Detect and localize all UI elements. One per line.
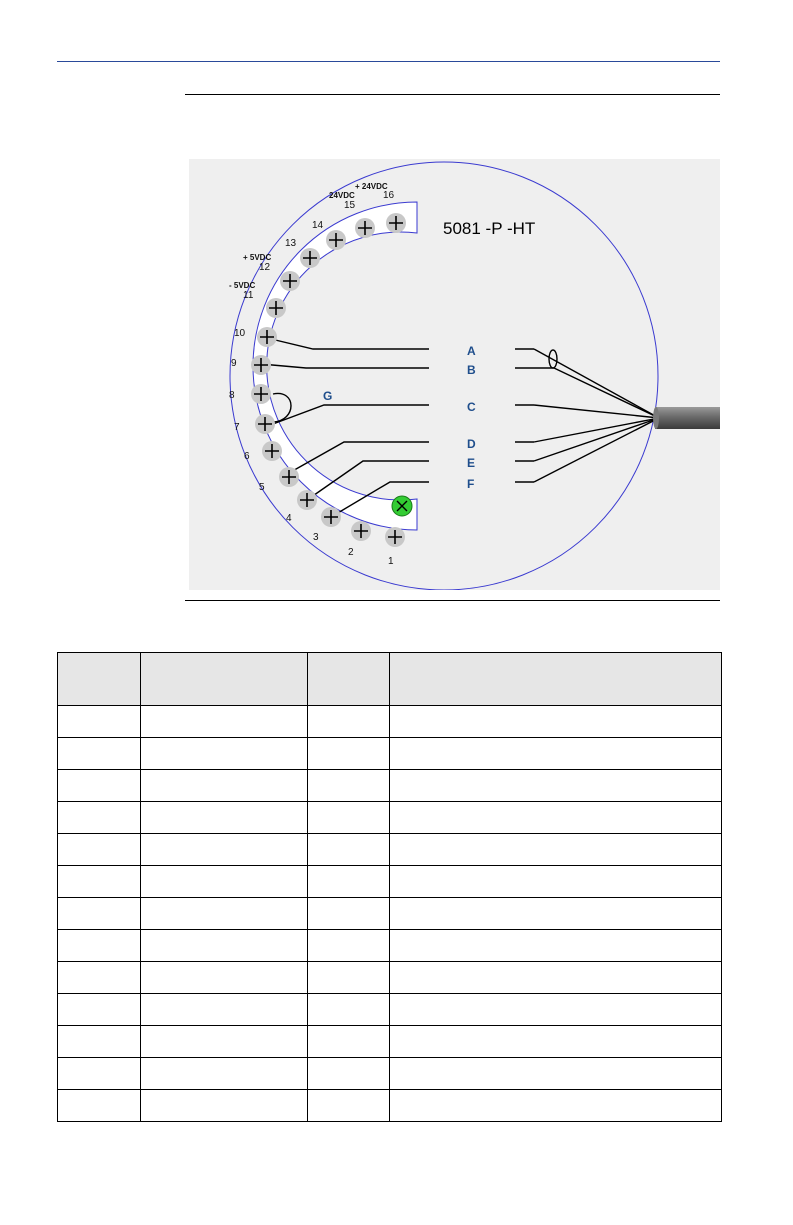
table-header-row — [58, 653, 722, 706]
table-cell — [390, 738, 722, 770]
cable-icon — [655, 407, 720, 429]
table-cell — [141, 930, 308, 962]
table-row — [58, 706, 722, 738]
terminal-number: 6 — [244, 451, 250, 462]
table-cell — [58, 866, 141, 898]
screw-terminal-icon — [355, 218, 375, 238]
table-cell — [58, 706, 141, 738]
table-cell — [58, 962, 141, 994]
table-cell — [141, 1058, 308, 1090]
terminal-number: 14 — [312, 220, 324, 231]
wiring-diagram — [189, 159, 720, 590]
table-cell — [141, 994, 308, 1026]
table-cell — [141, 802, 308, 834]
table-cell — [308, 962, 390, 994]
table-row — [58, 930, 722, 962]
cable-end — [653, 407, 659, 429]
table-row — [58, 1058, 722, 1090]
table-row — [58, 866, 722, 898]
screw-terminal-icon — [351, 521, 371, 541]
power-label-24vdc-positive: + 24VDC — [355, 182, 388, 191]
table-cell — [308, 930, 390, 962]
table-cell — [308, 738, 390, 770]
table-row — [58, 898, 722, 930]
ground-terminal-icon — [392, 496, 412, 516]
terminal-number: 4 — [286, 513, 292, 524]
terminal-number: 11 — [243, 290, 254, 301]
terminal-number: 16 — [383, 190, 395, 201]
wire-label-b: B — [467, 363, 476, 377]
terminal-number: 15 — [344, 200, 356, 211]
table-cell — [58, 1090, 141, 1122]
wire-label-a: A — [467, 344, 476, 358]
table-cell — [141, 738, 308, 770]
table-header-cell — [58, 653, 141, 706]
table-cell — [308, 1026, 390, 1058]
table-cell — [390, 962, 722, 994]
table-cell — [58, 770, 141, 802]
power-label-5vdc-negative: - 5VDC — [229, 281, 256, 290]
table-cell — [308, 706, 390, 738]
table-cell — [58, 994, 141, 1026]
table-cell — [58, 738, 141, 770]
screw-terminal-icon — [297, 490, 317, 510]
table-cell — [308, 770, 390, 802]
table-cell — [390, 1026, 722, 1058]
screw-terminal-icon — [251, 384, 271, 404]
wire-label-d: D — [467, 437, 476, 451]
screw-terminal-icon — [321, 507, 341, 527]
table-cell — [58, 1058, 141, 1090]
table-cell — [390, 802, 722, 834]
wiring-table — [57, 652, 722, 1122]
table-cell — [141, 834, 308, 866]
table-cell — [308, 1090, 390, 1122]
table-row — [58, 962, 722, 994]
screw-terminal-icon — [257, 327, 277, 347]
table-row — [58, 802, 722, 834]
terminal-number: 1 — [388, 556, 394, 567]
wire-label-c: C — [467, 400, 476, 414]
screw-terminal-icon — [262, 441, 282, 461]
screw-terminal-icon — [326, 230, 346, 250]
screw-terminal-icon — [255, 414, 275, 434]
table-cell — [58, 802, 141, 834]
table-cell — [390, 706, 722, 738]
table-row — [58, 1026, 722, 1058]
table-cell — [308, 866, 390, 898]
terminal-number: 3 — [313, 532, 319, 543]
table-cell — [141, 706, 308, 738]
table-cell — [141, 1090, 308, 1122]
table-cell — [141, 866, 308, 898]
table-cell — [390, 898, 722, 930]
table-cell — [308, 802, 390, 834]
terminal-number: 12 — [259, 262, 271, 273]
screw-terminal-icon — [386, 213, 406, 233]
figure-bottom-rule — [185, 600, 720, 601]
terminal-number: 5 — [259, 482, 265, 493]
terminal-number: 7 — [234, 422, 240, 433]
table-cell — [308, 994, 390, 1026]
terminal-number: 8 — [229, 390, 235, 401]
figure-top-rule — [185, 94, 720, 95]
table-header-cell — [390, 653, 722, 706]
wire-label-e: E — [467, 456, 476, 470]
table-cell — [141, 898, 308, 930]
table-cell — [308, 898, 390, 930]
table-cell — [308, 1058, 390, 1090]
table-cell — [141, 962, 308, 994]
table-row — [58, 994, 722, 1026]
table-cell — [141, 1026, 308, 1058]
screw-terminal-icon — [300, 248, 320, 268]
table-row — [58, 834, 722, 866]
table-cell — [58, 1026, 141, 1058]
model-label: 5081 -P -HT — [443, 219, 536, 238]
table-cell — [58, 930, 141, 962]
table-cell — [390, 834, 722, 866]
terminal-number: 2 — [348, 547, 354, 558]
terminal-number: 9 — [231, 358, 237, 369]
power-label-24vdc-negative: 24VDC — [329, 191, 355, 200]
table-row — [58, 1090, 722, 1122]
table-row — [58, 738, 722, 770]
table-cell — [390, 866, 722, 898]
screw-terminal-icon — [385, 527, 405, 547]
table-body — [58, 706, 722, 1122]
screw-terminal-icon — [280, 271, 300, 291]
table-row — [58, 770, 722, 802]
table-header-cell — [141, 653, 308, 706]
power-label-5vdc-positive: + 5VDC — [243, 253, 272, 262]
wire-label-g: G — [323, 389, 333, 403]
header-rule — [57, 61, 720, 62]
table-cell — [58, 898, 141, 930]
screw-terminal-icon — [279, 467, 299, 487]
terminal-number: 13 — [285, 238, 297, 249]
table-cell — [58, 834, 141, 866]
table-cell — [390, 994, 722, 1026]
screw-terminal-icon — [251, 355, 271, 375]
terminal-number: 10 — [234, 328, 246, 339]
screw-terminal-icon — [266, 298, 286, 318]
table-cell — [308, 834, 390, 866]
table-header-cell — [308, 653, 390, 706]
table-cell — [390, 1058, 722, 1090]
table-cell — [390, 930, 722, 962]
table-cell — [390, 1090, 722, 1122]
table-cell — [390, 770, 722, 802]
table-cell — [141, 770, 308, 802]
wire-label-f: F — [467, 477, 475, 491]
